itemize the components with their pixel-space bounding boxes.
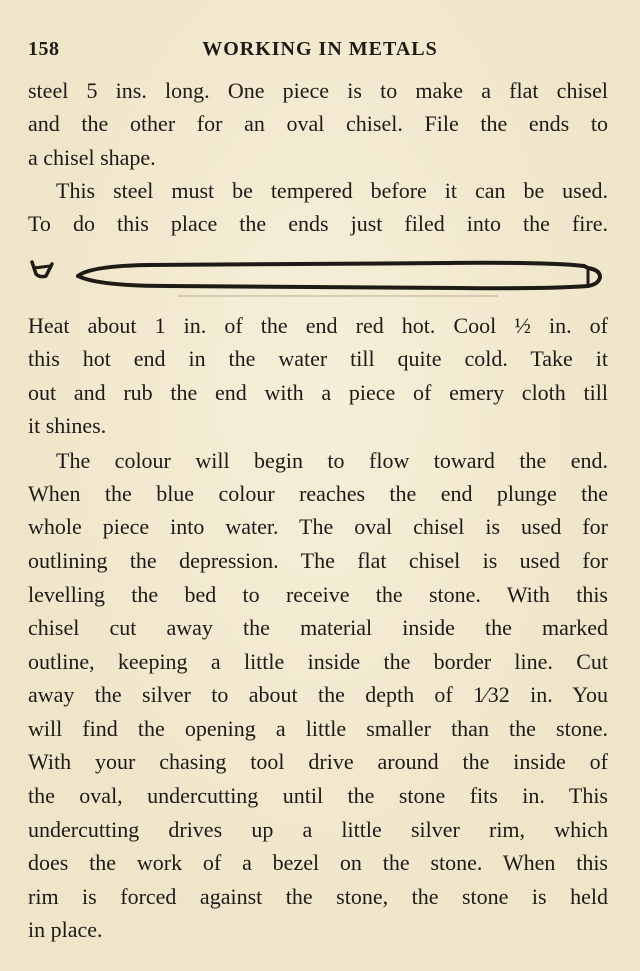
text-line-8: out and rub the end with a piece of emery cloth till	[28, 380, 608, 405]
text-line-22: does the work of a bezel on the stone. When this	[28, 850, 608, 875]
text-line-7: this hot end in the water till quite cold. Take it	[28, 346, 608, 371]
text-line-19: With your chasing tool drive around the inside of	[28, 749, 608, 774]
text-line-14: levelling the bed to receive the stone. With this	[28, 582, 608, 607]
text-line-12: whole piece into water. The oval chisel is used for	[28, 514, 608, 539]
text-line-20: the oval, undercutting until the stone fits in. This	[28, 783, 608, 808]
text-line-11: When the blue colour reaches the end plunge the	[28, 481, 608, 506]
text-line-6: Heat about 1 in. of the end red hot. Cool ½ in. of	[28, 313, 608, 338]
text-line-15: chisel cut away the material inside the marked	[28, 615, 608, 640]
text-line-17: away the silver to about the depth of 1⁄32 in. You	[28, 682, 608, 707]
text-line-3: a chisel shape.	[28, 145, 156, 170]
text-line-10: The colour will begin to flow toward the end.	[56, 448, 608, 473]
text-line-9: it shines.	[28, 413, 107, 438]
text-line-24: in place.	[28, 917, 103, 942]
text-line-2: and the other for an oval chisel. File the ends to	[28, 111, 608, 136]
text-line-18: will find the opening a little smaller than the stone.	[28, 716, 608, 741]
text-line-5: To do this place the ends just filed into the fire.	[28, 211, 608, 236]
text-line-23: rim is forced against the stone, the stone is held	[28, 884, 608, 909]
text-line-16: outline, keeping a little inside the border line. Cut	[28, 649, 608, 674]
text-line-13: outlining the depression. The flat chisel is used for	[28, 548, 608, 573]
text-line-21: undercutting drives up a little silver rim, which	[28, 817, 608, 842]
text-line-4: This steel must be tempered before it can be used.	[56, 178, 608, 203]
page-header	[28, 38, 612, 66]
running-title: WORKING IN METALS	[202, 38, 438, 60]
text-line-1: steel 5 ins. long. One piece is to make a flat chisel	[28, 78, 608, 103]
chisel-steel-bar-icon	[28, 256, 612, 300]
page-number: 158	[28, 38, 60, 60]
